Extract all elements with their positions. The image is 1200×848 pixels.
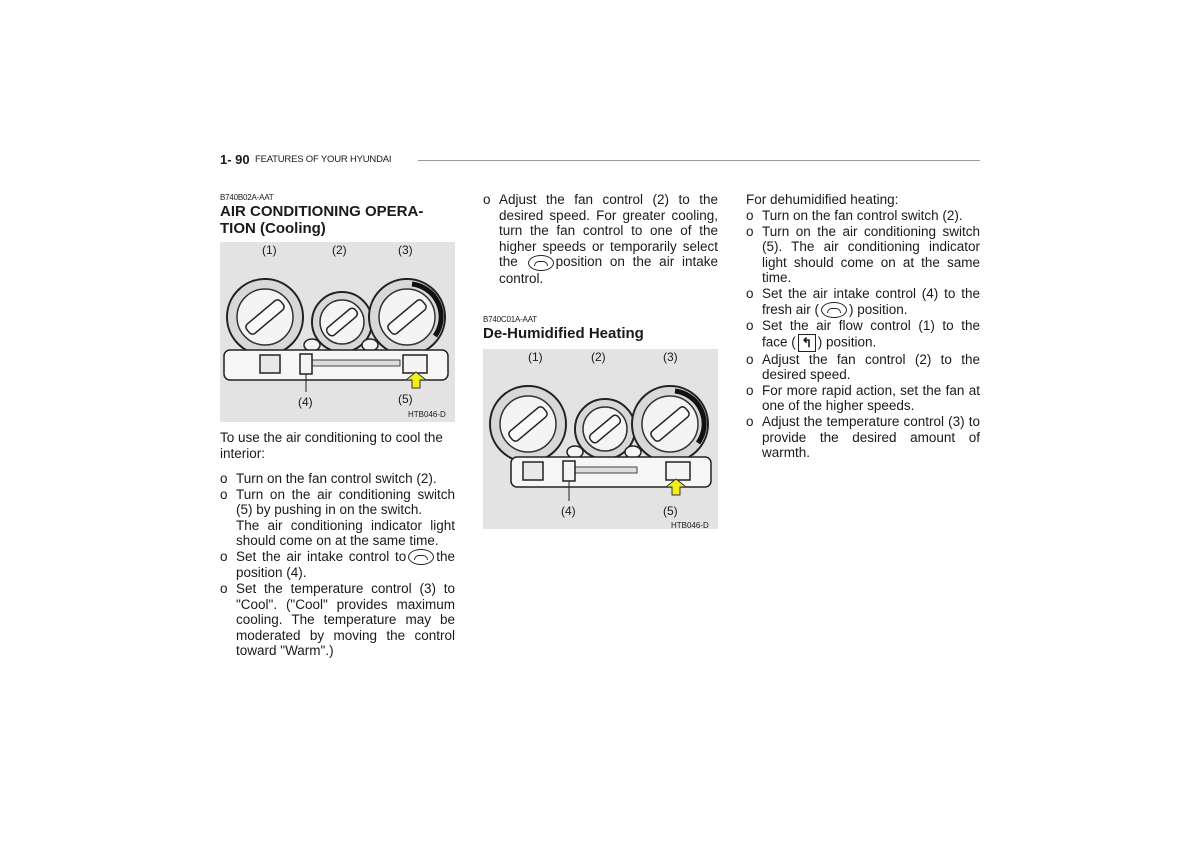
climate-control-illustration xyxy=(220,242,455,422)
list-item: o For more rapid action, set the fan at one of the higher speeds. xyxy=(746,382,980,414)
list-item: o Turn on the air conditioning switch (5) by pushing in on the switch. xyxy=(220,486,455,518)
header-rule xyxy=(418,160,980,161)
list-item: o Adjust the fan control (2) to the desired speed. For greater cooling, turn the fan control to one of the higher speeds or temporarily select the position on the air intake control. xyxy=(483,192,718,286)
col3-intro: For dehumidified heating: xyxy=(746,192,899,207)
fig2-label-3: (3) xyxy=(663,350,678,364)
fig2-label-2: (2) xyxy=(591,350,606,364)
section-code: B740B02A-AAT xyxy=(220,193,274,202)
recirculate-icon xyxy=(528,255,554,271)
recirculate-icon xyxy=(408,549,434,565)
fig1-label-1: (1) xyxy=(262,243,277,257)
list-item-continuation: The air conditioning indicator light should come on at the same time. xyxy=(236,517,455,549)
airflow-dial-1 xyxy=(227,279,303,355)
fig1-label-4: (4) xyxy=(298,395,313,409)
col1-list xyxy=(220,471,455,659)
heading-line-2: TION (Cooling) xyxy=(220,220,326,237)
fig1-label-5: (5) xyxy=(398,392,413,406)
list-item: o Turn on the fan control switch (2). xyxy=(220,471,437,486)
col2-list xyxy=(483,192,718,286)
fig2-label-4: (4) xyxy=(561,504,576,518)
fig1-label-2: (2) xyxy=(332,243,347,257)
climate-control-illustration-2 xyxy=(483,349,718,529)
list-item: o Set the air intake control to the position (4). xyxy=(220,548,455,581)
section-code-2: B740C01A-AAT xyxy=(483,315,537,324)
list-item: o Set the temperature control (3) to "Cool". ("Cool" provides maximum cooling. The temperature may be moderated by moving the control toward "Warm".) xyxy=(220,581,455,659)
list-item: o Set the air flow control (1) to the face ( ↰ ) position. xyxy=(746,318,980,350)
fig2-label-1: (1) xyxy=(528,350,543,364)
page-header xyxy=(220,152,980,168)
fig1-label-3: (3) xyxy=(398,243,413,257)
face-vent-icon: ↰ xyxy=(798,334,816,352)
col1-intro: To use the air conditioning to cool the interior: xyxy=(220,430,443,461)
page-number: 1- 90 xyxy=(220,152,250,167)
list-item: o Set the air intake control (4) to the fresh air ( ) position. xyxy=(746,285,980,317)
fig2-code: HTB046-D xyxy=(671,521,709,530)
fresh-air-icon xyxy=(821,302,847,318)
list-item: o Adjust the temperature control (3) to provide the desired amount of warmth. xyxy=(746,413,980,461)
fig2-label-5: (5) xyxy=(663,504,678,518)
list-item: o Adjust the fan control (2) to the desired speed. xyxy=(746,351,980,383)
col3-list xyxy=(746,208,980,461)
climate-control-figure-2 xyxy=(483,349,718,529)
section-title: FEATURES OF YOUR HYUNDAI xyxy=(255,154,392,165)
fig1-code: HTB046-D xyxy=(408,410,446,419)
list-item: o Turn on the air conditioning switch (5). The air conditioning indicator light should come on at the same time. xyxy=(746,223,980,286)
heading-dehumidified: De-Humidified Heating xyxy=(483,325,644,342)
list-item: o Turn on the fan control switch (2). xyxy=(746,208,963,223)
climate-control-figure-1 xyxy=(220,242,455,422)
heading-line-1: AIR CONDITIONING OPERA- xyxy=(220,203,424,220)
temperature-dial-3 xyxy=(369,279,445,355)
